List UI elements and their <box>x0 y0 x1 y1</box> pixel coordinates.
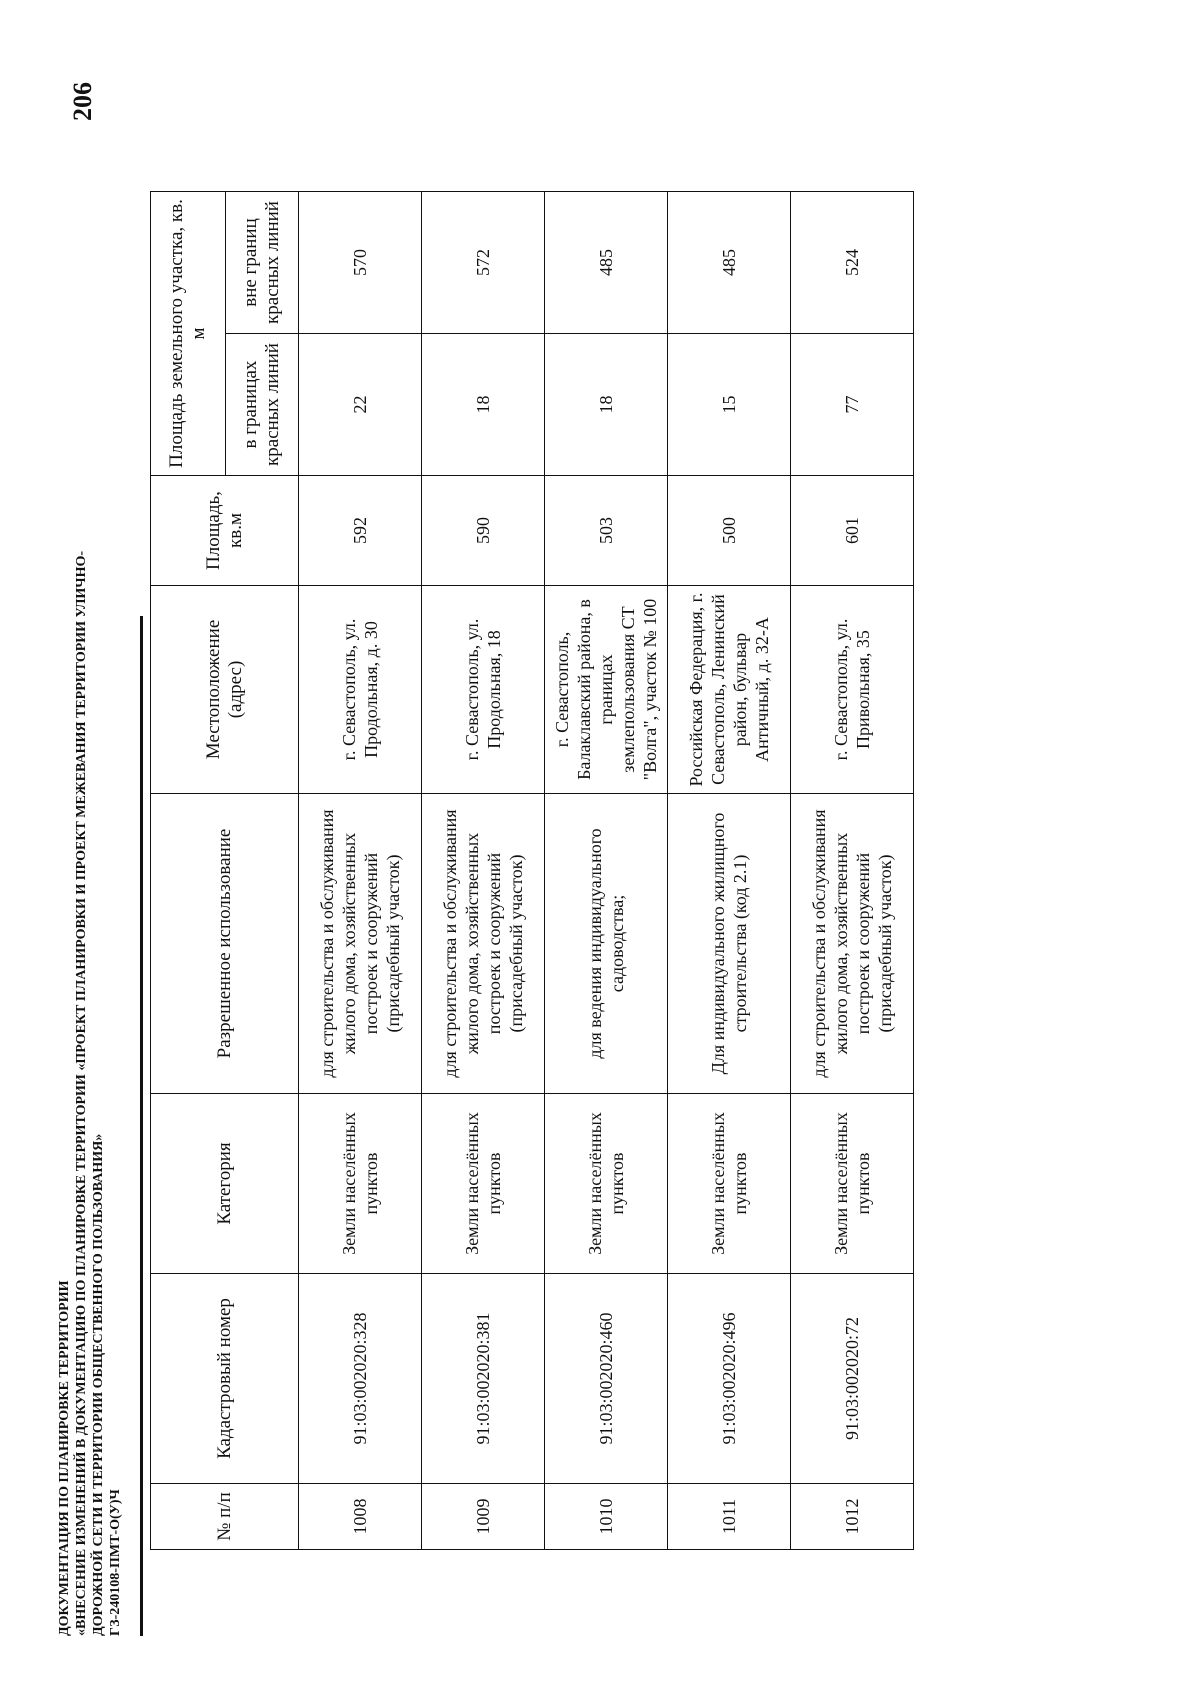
cell-location: г. Севастополь, Балаклавский района, в границах землепользования СТ "Волга", участок № 100 <box>545 586 668 794</box>
cell-num: 1009 <box>422 1484 545 1550</box>
cell-num: 1008 <box>299 1484 422 1550</box>
cell-category: Земли населённых пунктов <box>422 1094 545 1274</box>
cell-cadastral: 91:03:002020:381 <box>422 1274 545 1484</box>
header-line-4: ГЗ-240108-ПМТ-О(У)Ч <box>108 1489 123 1636</box>
cell-category: Земли населённых пунктов <box>791 1094 914 1274</box>
header-location: Местоположение (адрес) <box>151 586 299 794</box>
cell-area: 590 <box>422 476 545 586</box>
cell-num: 1011 <box>668 1484 791 1550</box>
header-area: Площадь, кв.м <box>151 476 299 586</box>
header-outside-red-lines: вне границ красных линий <box>226 192 299 334</box>
table-row <box>299 192 422 1550</box>
cell-area: 601 <box>791 476 914 586</box>
header-line-2: «ВНЕСЕНИЕ ИЗМЕНЕНИЙ В ДОКУМЕНТАЦИЮ ПО ПЛАНИРОВКЕ ТЕРРИТОРИИ «ПРОЕКТ ПЛАНИРОВКИ И ПРОЕКТ МЕЖЕВАНИЯ ТЕРРИТОРИИ УЛИЧНО- <box>74 550 89 1636</box>
page-number: 206 <box>68 82 97 121</box>
cell-cadastral: 91:03:002020:460 <box>545 1274 668 1484</box>
header-line-1: ДОКУМЕНТАЦИЯ ПО ПЛАНИРОВКЕ ТЕРРИТОРИИ <box>57 1280 72 1636</box>
cell-use: для строительства и обслуживания жилого дома, хозяйственных построек и сооружений (присадебный участок) <box>791 794 914 1094</box>
cell-area: 500 <box>668 476 791 586</box>
cell-category: Земли населённых пунктов <box>545 1094 668 1274</box>
header-use: Разрешенное использование <box>151 794 299 1094</box>
cell-inside: 18 <box>422 334 545 476</box>
cell-inside: 15 <box>668 334 791 476</box>
header-category: Категория <box>151 1094 299 1274</box>
cell-outside: 485 <box>668 192 791 334</box>
cell-location: г. Севастополь, ул. Привольная, 35 <box>791 586 914 794</box>
cell-outside: 570 <box>299 192 422 334</box>
cell-category: Земли населённых пунктов <box>668 1094 791 1274</box>
table-header-row <box>151 192 226 1550</box>
cell-num: 1012 <box>791 1484 914 1550</box>
cell-inside: 77 <box>791 334 914 476</box>
cell-cadastral: 91:03:002020:496 <box>668 1274 791 1484</box>
cell-outside: 524 <box>791 192 914 334</box>
cell-area: 592 <box>299 476 422 586</box>
header-divider <box>140 616 143 1636</box>
cell-outside: 485 <box>545 192 668 334</box>
cell-location: Российская Федерация, г. Севастополь, Ленинский район, бульвар Античный, д. 32-А <box>668 586 791 794</box>
cell-inside: 18 <box>545 334 668 476</box>
table-row <box>791 192 914 1550</box>
cell-use: для строительства и обслуживания жилого дома, хозяйственных построек и сооружений (присадебный участок) <box>422 794 545 1094</box>
header-inside-red-lines: в границах красных линий <box>226 334 299 476</box>
header-cadastral: Кадастровый номер <box>151 1274 299 1484</box>
header-plot-area: Площадь земельного участка, кв. м <box>151 192 226 476</box>
cell-cadastral: 91:03:002020:328 <box>299 1274 422 1484</box>
header-num: № п/п <box>151 1484 299 1550</box>
cell-cadastral: 91:03:002020:72 <box>791 1274 914 1484</box>
land-plots-table <box>150 191 914 1550</box>
cell-location: г. Севастополь, ул. Продольная, 18 <box>422 586 545 794</box>
header-line-3: ДОРОЖНОЙ СЕТИ И ТЕРРИТОРИИ ОБЩЕСТВЕННОГО ПОЛЬЗОВАНИЯ» <box>91 1133 106 1636</box>
table-row <box>668 192 791 1550</box>
document-header <box>56 551 124 1636</box>
cell-use: Для индивидуального жилищного строительства (код 2.1) <box>668 794 791 1094</box>
cell-use: для ведения индивидуального садоводства; <box>545 794 668 1094</box>
cell-location: г. Севастополь, ул. Продольная, д. 30 <box>299 586 422 794</box>
cell-use: для строительства и обслуживания жилого дома, хозяйственных построек и сооружений (присадебный участок) <box>299 794 422 1094</box>
cell-num: 1010 <box>545 1484 668 1550</box>
table-row <box>422 192 545 1550</box>
cell-outside: 572 <box>422 192 545 334</box>
cell-category: Земли населённых пунктов <box>299 1094 422 1274</box>
table-row <box>545 192 668 1550</box>
cell-inside: 22 <box>299 334 422 476</box>
cell-area: 503 <box>545 476 668 586</box>
